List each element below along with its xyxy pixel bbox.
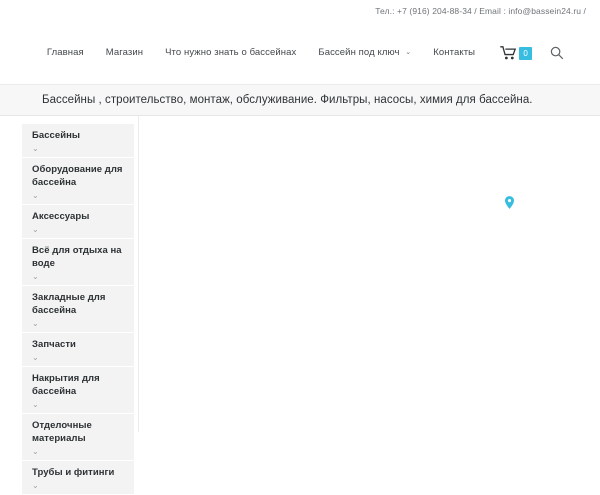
chevron-down-icon: ⌄ — [405, 49, 412, 56]
cart-button[interactable] — [500, 46, 532, 60]
nav-item-shop-label: Магазин — [105, 47, 144, 58]
sidebar-item-accessories[interactable] — [22, 205, 134, 239]
cart-count-badge: 0 — [519, 47, 532, 60]
contact-info: Тел.: +7 (916) 204-88-34 / Email : info@bassein24.ru / — [375, 6, 586, 16]
sidebar-item-pool-fittings[interactable] — [22, 286, 134, 333]
topbar — [0, 0, 600, 22]
nav-item-turnkey-pool-label: Бассейн под ключ — [318, 47, 400, 58]
sidebar-item-finishing-materials[interactable] — [22, 414, 134, 461]
main-navigation — [36, 46, 564, 60]
sidebar-item-pipes-and-fittings[interactable] — [22, 461, 134, 495]
main-panel-map[interactable] — [138, 116, 600, 432]
chevron-down-icon[interactable]: ⌄ — [32, 353, 39, 362]
nav-item-home-label: Главная — [46, 47, 84, 58]
sidebar-item-label: Всё для отдыха на воде — [32, 245, 122, 269]
chevron-down-icon[interactable]: ⌄ — [32, 272, 39, 281]
nav-item-turnkey-pool[interactable] — [307, 46, 422, 60]
sidebar-item-label: Запчасти — [32, 339, 76, 350]
chevron-down-icon[interactable]: ⌄ — [32, 225, 39, 234]
site-tagline: Бассейны , строительство, монтаж, обслуживание. Фильтры, насосы, химия для бассейна. — [42, 94, 533, 106]
sidebar-item-label: Закладные для бассейна — [32, 292, 106, 316]
sidebar-item-spare-parts[interactable] — [22, 333, 134, 367]
sidebar-item-label: Аксессуары — [32, 211, 90, 222]
chevron-down-icon[interactable]: ⌄ — [32, 144, 39, 153]
nav-item-contacts-label: Контакты — [433, 47, 476, 58]
shopping-cart-icon — [500, 46, 517, 60]
nav-item-shop[interactable] — [95, 46, 154, 60]
chevron-down-icon[interactable]: ⌄ — [32, 447, 39, 456]
chevron-down-icon[interactable]: ⌄ — [32, 319, 39, 328]
page-content — [0, 116, 600, 490]
search-icon[interactable] — [550, 46, 564, 60]
sidebar-item-pool-equipment[interactable] — [22, 158, 134, 205]
sidebar-item-pool-covers[interactable] — [22, 367, 134, 414]
sidebar-item-label: Трубы и фитинги — [32, 467, 115, 478]
category-sidebar — [0, 116, 138, 490]
sidebar-item-label: Отделочные материалы — [32, 420, 92, 444]
sidebar-item-label: Бассейны — [32, 130, 81, 141]
nav-item-need-to-know-label: Что нужно знать о бассейнах — [165, 47, 297, 58]
site-tagline-band — [0, 84, 600, 116]
chevron-down-icon[interactable]: ⌄ — [32, 400, 39, 409]
site-header — [0, 22, 600, 84]
sidebar-item-label: Оборудование для бассейна — [32, 164, 123, 188]
nav-item-need-to-know[interactable] — [154, 46, 307, 60]
sidebar-item-water-recreation[interactable] — [22, 239, 134, 286]
nav-item-contacts[interactable] — [422, 46, 486, 60]
sidebar-item-label: Накрытия для бассейна — [32, 373, 100, 397]
chevron-down-icon[interactable]: ⌄ — [32, 481, 39, 490]
nav-item-home[interactable] — [36, 46, 95, 60]
map-pin-icon[interactable] — [505, 196, 514, 209]
sidebar-item-pools[interactable] — [22, 124, 134, 158]
chevron-down-icon[interactable]: ⌄ — [32, 191, 39, 200]
